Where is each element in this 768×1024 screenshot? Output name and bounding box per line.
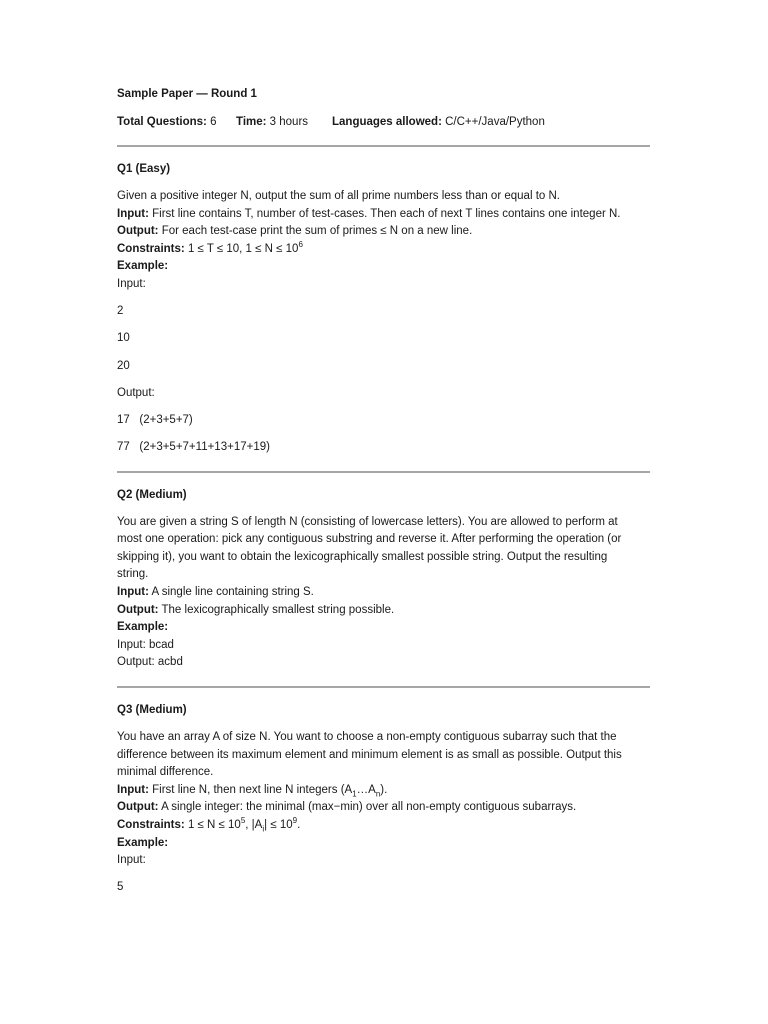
languages-value: C/C++/Java/Python [445, 116, 545, 128]
input-text-end: ). [380, 783, 388, 796]
section-divider [117, 145, 650, 147]
time-limit [236, 114, 332, 132]
output-text: For each test-case print the sum of primes ≤ N on a new line. [161, 225, 473, 238]
constraints-text: 1 ≤ N ≤ 10 [187, 819, 241, 831]
question-2-title: Q2 (Medium) [117, 488, 187, 501]
example-label: Example: [117, 836, 169, 849]
languages-label: Languages allowed: [332, 116, 442, 128]
input-text: First line contains T, number of test-cases. Then each of next T lines contains one integer N. [152, 207, 621, 220]
time-label: Time: [236, 116, 267, 128]
paper-title: Sample Paper — Round 1 [117, 88, 257, 100]
constraints-text: 1 ≤ T ≤ 10, 1 ≤ N ≤ 10 [187, 242, 299, 255]
time-value: 3 hours [269, 116, 309, 128]
question-3-statement-line: difference between its maximum element and minimum element is as small as possible. Output this [117, 748, 622, 761]
input-text-mid: …A [356, 783, 376, 796]
question-2-statement-line: skipping it), you want to obtain the lexicographically smallest possible string. Output the resulting [117, 550, 608, 563]
example-output: Output: acbd [117, 656, 183, 669]
question-1-constraints [117, 241, 650, 259]
question-3-output-spec [117, 799, 650, 817]
output-text: A single integer: the minimal (max−min) over all non-empty contiguous subarrays. [161, 801, 577, 814]
total-questions-label: Total Questions: [117, 116, 207, 128]
total-questions [117, 114, 236, 132]
example-input-line: 10 [117, 332, 130, 345]
input-subscript: n [375, 789, 381, 799]
output-label: Output: [117, 603, 159, 616]
question-3-statement-line: minimal difference. [117, 766, 214, 779]
paper-meta [117, 114, 650, 132]
example-input-line: 20 [117, 359, 130, 372]
output-label: Output: [117, 225, 159, 238]
output-text: The lexicographically smallest string possible. [161, 603, 395, 616]
question-1 [117, 161, 650, 457]
languages-allowed [332, 114, 545, 132]
question-1-title: Q1 (Easy) [117, 163, 171, 175]
constraints-subscript: i [262, 824, 265, 834]
section-divider [117, 471, 650, 473]
input-label: Input: [117, 783, 149, 796]
question-1-output-spec [117, 223, 650, 241]
constraints-text-end: . [297, 819, 301, 831]
question-1-statement: Given a positive integer N, output the sum of all prime numbers less than or equal to N. [117, 190, 560, 202]
input-text: A single line containing string S. [151, 586, 314, 599]
example-input: Input: bcad [117, 638, 174, 651]
constraints-label: Constraints: [117, 242, 185, 255]
example-output-line: 17 (2+3+5+7) [117, 413, 193, 426]
output-label: Output: [117, 801, 159, 814]
input-subscript: 1 [352, 789, 357, 799]
question-2-statement-line: string. [117, 568, 149, 581]
question-3-constraints [117, 817, 650, 835]
total-questions-value: 6 [210, 116, 217, 128]
constraints-label: Constraints: [117, 819, 185, 831]
question-2 [117, 487, 650, 672]
question-3 [117, 702, 650, 897]
constraints-text-mid: | ≤ 10 [264, 819, 293, 831]
constraints-exponent: 5 [240, 816, 246, 826]
question-3-input-spec [117, 782, 650, 800]
constraints-exponent: 6 [298, 239, 303, 249]
document-page [117, 86, 650, 897]
example-label: Example: [117, 621, 169, 634]
input-label: Input: [117, 207, 149, 220]
question-2-statement-line: most one operation: pick any contiguous substring and reverse it. After performing the operation (or [117, 533, 622, 546]
question-3-title: Q3 (Medium) [117, 704, 187, 717]
example-input-label: Input: [117, 854, 146, 867]
example-output-label: Output: [117, 386, 155, 399]
example-input-label: Input: [117, 277, 146, 290]
question-3-statement-line: You have an array A of size N. You want to choose a non-empty contiguous subarray such that the [117, 731, 617, 744]
example-input-line: 5 [117, 881, 124, 894]
input-label: Input: [117, 586, 149, 599]
question-2-statement-line: You are given a string S of length N (consisting of lowercase letters). You are allowed to perform at [117, 515, 618, 528]
question-2-output-spec [117, 602, 650, 620]
section-divider [117, 686, 650, 688]
example-label: Example: [117, 260, 169, 273]
constraints-exponent: 9 [292, 816, 298, 826]
example-input-line: 2 [117, 305, 124, 318]
input-text: First line N, then next line N integers (A [152, 783, 353, 796]
question-2-input-spec [117, 584, 650, 602]
question-1-input-spec [117, 206, 650, 224]
constraints-text-mid: , |A [245, 819, 263, 831]
example-output-line: 77 (2+3+5+7+11+13+17+19) [117, 441, 270, 454]
